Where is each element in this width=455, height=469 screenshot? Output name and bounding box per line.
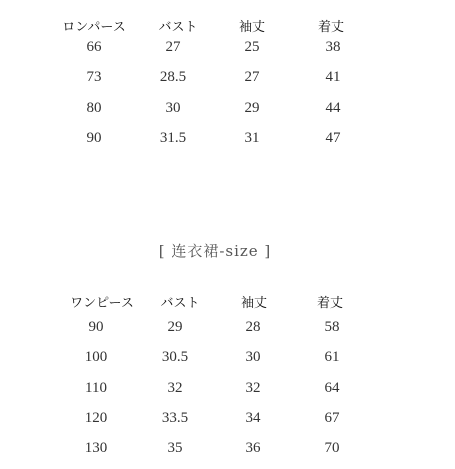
- table-cell: 28: [245, 319, 261, 335]
- column-header-romper-size: ロンパース: [62, 20, 126, 35]
- column-header-total-length: 着丈: [316, 296, 344, 311]
- table-cell: 58: [324, 319, 340, 335]
- column-header-sleeve-length: 袖丈: [238, 20, 266, 35]
- table-cell: 34: [245, 410, 261, 426]
- table-cell: 67: [324, 410, 340, 426]
- table-cell: 30.5: [161, 349, 189, 365]
- table-cell: 70: [324, 440, 340, 456]
- column-header-total-length: 着丈: [317, 20, 345, 35]
- table-cell: 90: [86, 130, 102, 146]
- table-cell: 31.5: [159, 130, 187, 146]
- table-cell: 61: [324, 349, 340, 365]
- column-header-bust: バスト: [158, 20, 198, 35]
- section-title: [ 连衣裙-size ]: [158, 242, 272, 260]
- table-cell: 38: [325, 39, 341, 55]
- table-cell: 120: [84, 410, 108, 426]
- column-header-bust: バスト: [160, 296, 200, 311]
- table-cell: 130: [84, 440, 108, 456]
- table-cell: 35: [167, 440, 183, 456]
- table-cell: 25: [244, 39, 260, 55]
- table-cell: 100: [84, 349, 108, 365]
- table-cell: 32: [167, 380, 183, 396]
- table-cell: 44: [325, 100, 341, 116]
- table-cell: 41: [325, 69, 341, 85]
- table-cell: 33.5: [161, 410, 189, 426]
- table-cell: 36: [245, 440, 261, 456]
- table-cell: 110: [85, 380, 107, 396]
- table-cell: 30: [245, 349, 261, 365]
- table-cell: 27: [244, 69, 260, 85]
- column-header-dress-size: ワンピース: [70, 296, 134, 311]
- table-cell: 80: [86, 100, 102, 116]
- table-cell: 27: [165, 39, 181, 55]
- table-cell: 29: [167, 319, 183, 335]
- table-cell: 29: [244, 100, 260, 116]
- table-cell: 66: [86, 39, 102, 55]
- table-cell: 73: [86, 69, 102, 85]
- table-cell: 90: [88, 319, 104, 335]
- column-header-sleeve-length: 袖丈: [240, 296, 268, 311]
- table-cell: 47: [325, 130, 341, 146]
- table-cell: 31: [244, 130, 260, 146]
- table-cell: 64: [324, 380, 340, 396]
- table-cell: 28.5: [159, 69, 187, 85]
- table-cell: 32: [245, 380, 261, 396]
- table-cell: 30: [165, 100, 181, 116]
